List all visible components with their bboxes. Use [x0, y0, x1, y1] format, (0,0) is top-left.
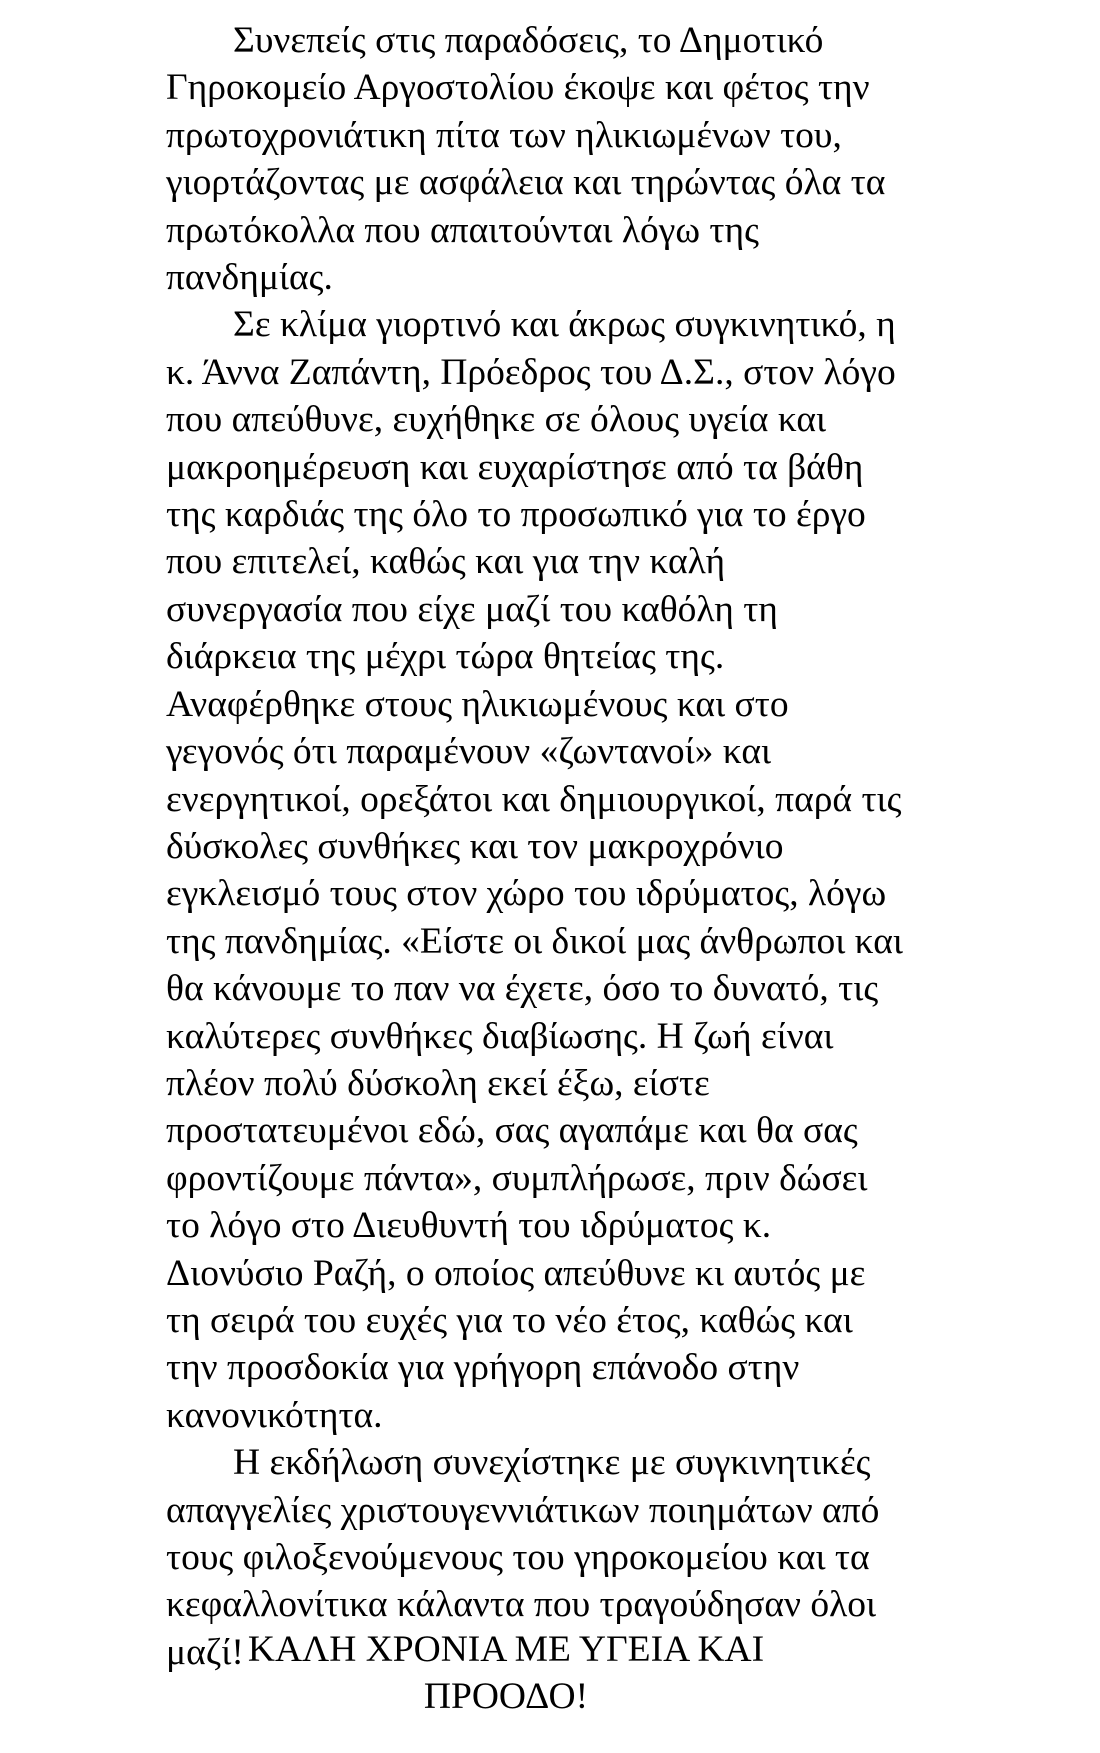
- text-line: εγκλεισμό τους στον χώρο του ιδρύματος, λόγω: [166, 873, 887, 915]
- text-line: πρωτοχρονιάτικη πίτα των ηλικιωμένων του,: [166, 114, 842, 156]
- article-body: [166, 17, 936, 1676]
- text-line: διάρκεια της μέχρι τώρα θητείας της.: [166, 636, 725, 678]
- text-line: κεφαλλονίτικα κάλαντα που τραγούδησαν όλοι: [166, 1584, 877, 1626]
- text-line: Γηροκομείο Αργοστολίου έκοψε και φέτος την: [166, 67, 870, 109]
- text-line: Διονύσιο Ραζή, ο οποίος απεύθυνε κι αυτός με: [166, 1252, 866, 1294]
- text-line: την προσδοκία για γρήγορη επάνοδο στην: [166, 1347, 800, 1389]
- closing-greeting: [166, 1626, 846, 1721]
- text-line: τους φιλοξενούμενους του γηροκομείου και τα: [166, 1537, 870, 1578]
- text-line: πανδημίας.: [166, 257, 333, 299]
- paragraph-speech: [166, 301, 936, 1439]
- text-line: Η εκδήλωση συνεχίστηκε με συγκινητικές: [233, 1442, 871, 1484]
- text-line: προστατευμένοι εδώ, σας αγαπάμε και θα σας: [166, 1110, 858, 1152]
- text-line: που απεύθυνε, ευχήθηκε σε όλους υγεία και: [166, 399, 827, 441]
- closing-line: ΚΑΛΗ ΧΡΟΝΙΑ ΜΕ ΥΓΕΙΑ ΚΑΙ: [247, 1629, 765, 1670]
- closing-line: ΠΡΟΟΔΟ!: [423, 1676, 589, 1718]
- text-line: θα κάνουμε το παν να έχετε, όσο το δυνατό, τις: [166, 968, 879, 1010]
- text-line: απαγγελίες χριστουγεννιάτικων ποιημάτων από: [166, 1489, 880, 1531]
- text-line: πρωτόκολλα που απαιτούνται λόγω της: [166, 209, 759, 251]
- text-line: μακροημέρευση και ευχαρίστησε από τα βάθη: [166, 446, 864, 488]
- text-line: γιορτάζοντας με ασφάλεια και τηρώντας όλα τα: [166, 162, 886, 204]
- text-line: γεγονός ότι παραμένουν «ζωντανοί» και: [166, 731, 772, 773]
- text-line: κανονικότητα.: [166, 1394, 383, 1436]
- text-line: πλέον πολύ δύσκολη εκεί έξω, είστε: [166, 1062, 710, 1104]
- text-line: δύσκολες συνθήκες και τον μακροχρόνιο: [166, 825, 784, 867]
- text-line: Σε κλίμα γιορτινό και άκρως συγκινητικό, η: [233, 304, 896, 346]
- text-line: κ. Άννα Ζαπάντη, Πρόεδρος του Δ.Σ., στον λόγο: [166, 351, 896, 393]
- text-line: μαζί!: [166, 1631, 244, 1673]
- text-line: τη σειρά του ευχές για το νέο έτος, καθώς και: [166, 1299, 853, 1341]
- text-line: ενεργητικοί, ορεξάτοι και δημιουργικοί, παρά τις: [166, 778, 902, 820]
- text-line: της καρδιάς της όλο το προσωπικό για το έργο: [166, 494, 866, 536]
- text-line: καλύτερες συνθήκες διαβίωσης. Η ζωή είναι: [166, 1015, 834, 1057]
- paragraph-tradition: [166, 17, 936, 301]
- text-line: της πανδημίας. «Είστε οι δικοί μας άνθρωποι και: [166, 920, 903, 962]
- text-line: φροντίζουμε πάντα», συμπλήρωσε, πριν δώσει: [166, 1157, 868, 1199]
- text-line: συνεργασία που είχε μαζί του καθόλη τη: [166, 588, 778, 630]
- text-line: το λόγο στο Διευθυντή του ιδρύματος κ.: [166, 1205, 772, 1247]
- text-line: Αναφέρθηκε στους ηλικιωμένους και στο: [166, 683, 789, 725]
- text-line: που επιτελεί, καθώς και για την καλή: [166, 541, 726, 583]
- text-line: Συνεπείς στις παραδόσεις, το Δημοτικό: [233, 20, 824, 61]
